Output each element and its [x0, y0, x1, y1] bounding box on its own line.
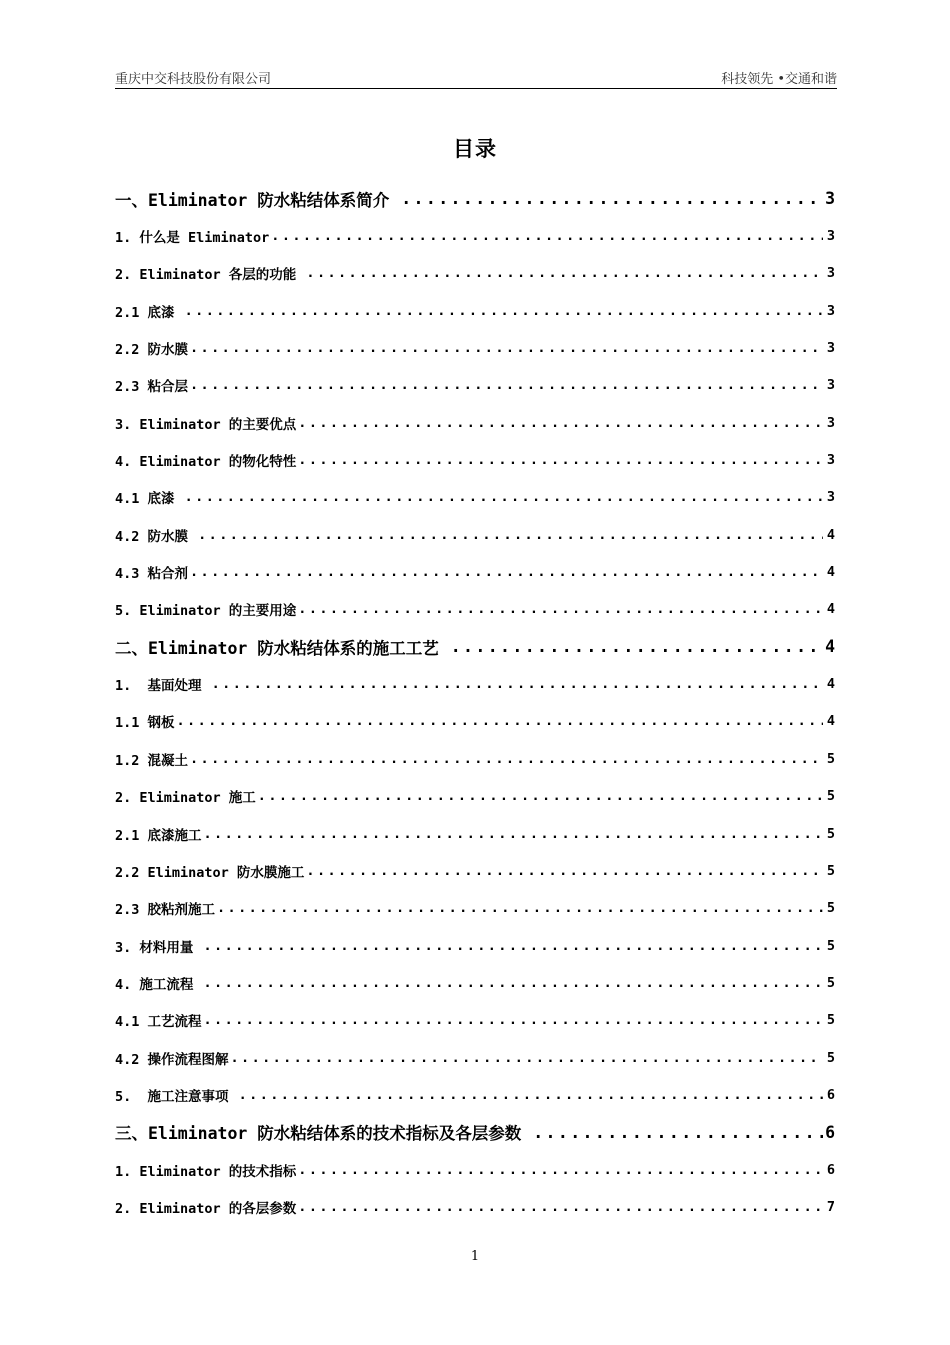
toc-entry[interactable]	[115, 1188, 835, 1225]
toc-entry-page: 3	[826, 377, 835, 394]
toc-entry[interactable]	[115, 404, 835, 441]
toc-entry[interactable]	[115, 665, 835, 702]
toc-entry-page: 3	[826, 302, 835, 319]
toc-entry-page: 3	[826, 265, 835, 282]
toc-leader-dots	[188, 340, 823, 356]
toc-leader-dots	[296, 1162, 823, 1178]
toc-entry[interactable]	[115, 740, 835, 777]
toc-leader-dots	[210, 676, 823, 692]
toc-leader-dots	[183, 489, 823, 505]
toc-entry-label: 5. 施工注意事项	[115, 1088, 237, 1105]
header-slogan: 科技领先 •交通和谐	[721, 72, 837, 87]
toc-entry-page: 3	[826, 340, 835, 357]
toc-entry[interactable]	[115, 441, 835, 478]
toc-entry[interactable]	[115, 890, 835, 927]
toc-entry-label: 5. Eliminator 的主要用途	[115, 603, 297, 620]
toc-entry-chapter[interactable]	[115, 180, 835, 217]
toc-leader-dots	[188, 751, 823, 767]
toc-entry-page: 5	[826, 1049, 835, 1066]
toc-leader-dots	[296, 452, 823, 468]
toc-leader-dots	[237, 1087, 823, 1103]
toc-entry-page: 4	[826, 713, 835, 730]
toc-leader-dots	[215, 900, 823, 916]
toc-leader-dots	[296, 415, 823, 431]
toc-entry-page: 4	[826, 601, 835, 618]
toc-entry-label: 2. Eliminator 各层的功能	[115, 267, 305, 284]
toc-entry-page: 5	[826, 974, 835, 991]
toc-entry-label: 2. Eliminator 的各层参数	[115, 1200, 297, 1217]
toc-entry-page: 6	[825, 1122, 835, 1142]
toc-leader-dots	[269, 228, 823, 244]
toc-entry-chapter[interactable]	[115, 628, 835, 665]
toc-entry-page: 5	[826, 825, 835, 842]
toc-entry[interactable]	[115, 1076, 835, 1113]
toc-leader-dots	[304, 265, 823, 281]
toc-entry-label: 4. Eliminator 的物化特性	[115, 454, 297, 471]
toc-entry-page: 4	[826, 676, 835, 693]
toc-entry-label: 4.2 操作流程图解	[115, 1051, 229, 1068]
toc-entry-label: 三、Eliminator 防水粘结体系的技术指标及各层参数	[115, 1124, 532, 1144]
toc-leader-dots	[399, 189, 823, 208]
toc-entry-page: 3	[826, 452, 835, 469]
toc-leader-dots	[196, 527, 823, 543]
toc-entry-page: 5	[826, 900, 835, 917]
toc-entry-label: 4.1 工艺流程	[115, 1014, 202, 1031]
company-name: 重庆中交科技股份有限公司	[115, 72, 272, 87]
toc-entry-page: 6	[826, 1161, 835, 1178]
toc-leader-dots	[188, 564, 823, 580]
toc-entry-page: 4	[826, 526, 835, 543]
toc-entry-label: 1.2 混凝土	[115, 752, 189, 769]
toc-leader-dots	[202, 975, 823, 991]
toc-leader-dots	[202, 938, 823, 954]
toc-entry[interactable]	[115, 778, 835, 815]
toc-entry-label: 3. Eliminator 的主要优点	[115, 416, 297, 433]
toc-entry-page: 3	[826, 228, 835, 245]
toc-title: 目录	[453, 136, 497, 161]
toc-entry[interactable]	[115, 217, 835, 254]
toc-entry-label: 2.2 防水膜	[115, 342, 189, 359]
toc-entry-label: 一、Eliminator 防水粘结体系简介	[115, 190, 400, 210]
toc-entry[interactable]	[115, 516, 835, 553]
toc-entry-label: 1. 什么是 Eliminator	[115, 230, 270, 247]
toc-entry-page: 3	[825, 189, 835, 209]
toc-entry-page: 7	[826, 1198, 835, 1215]
toc-entry-label: 2.1 底漆施工	[115, 827, 202, 844]
toc-entry[interactable]	[115, 329, 835, 366]
toc-leader-dots	[175, 713, 823, 729]
toc-entry-page: 5	[826, 750, 835, 767]
toc-leader-dots	[229, 1050, 823, 1066]
toc-entry-label: 2. Eliminator 施工	[115, 790, 256, 807]
toc-entry-label: 1. 基面处理	[115, 678, 210, 695]
toc-entry[interactable]	[115, 255, 835, 292]
toc-entry[interactable]	[115, 292, 835, 329]
toc-entry-chapter[interactable]	[115, 1114, 835, 1151]
toc-entry-label: 1.1 钢板	[115, 715, 175, 732]
toc-entry[interactable]	[115, 553, 835, 590]
toc-entry-label: 4.3 粘合剂	[115, 566, 189, 583]
toc-leader-dots	[256, 788, 823, 804]
page-header	[115, 66, 837, 89]
toc-entry[interactable]	[115, 703, 835, 740]
toc-entry-page: 5	[826, 862, 835, 879]
toc-entry-label: 1. Eliminator 的技术指标	[115, 1163, 297, 1180]
page-number: 1	[470, 1249, 480, 1264]
toc-entry-page: 3	[826, 489, 835, 506]
toc-leader-dots	[449, 637, 823, 656]
toc-entry-page: 4	[825, 637, 835, 657]
toc-entry-page: 3	[826, 414, 835, 431]
toc-entry-page: 6	[826, 1086, 835, 1103]
toc-entry[interactable]	[115, 927, 835, 964]
toc-entry-label: 3. 材料用量	[115, 939, 202, 956]
toc-entry[interactable]	[115, 815, 835, 852]
toc-entry[interactable]	[115, 1039, 835, 1076]
toc-leader-dots	[296, 1199, 823, 1215]
toc-entry-label: 2.3 胶粘剂施工	[115, 902, 216, 919]
toc-leader-dots	[202, 1012, 823, 1028]
toc-entry-label: 4. 施工流程	[115, 976, 202, 993]
toc-entry[interactable]	[115, 852, 835, 889]
toc-entry[interactable]	[115, 1151, 835, 1188]
toc-leader-dots	[183, 303, 823, 319]
toc-entry[interactable]	[115, 367, 835, 404]
toc-leader-dots	[188, 377, 823, 393]
toc-entry-label: 二、Eliminator 防水粘结体系的施工工艺	[115, 638, 449, 658]
toc-entry-page: 5	[826, 788, 835, 805]
toc-entry[interactable]	[115, 964, 835, 1001]
toc-entry[interactable]	[115, 1002, 835, 1039]
toc-entry-label: 4.2 防水膜	[115, 528, 197, 545]
toc-entry-page: 5	[826, 1012, 835, 1029]
toc-entry-label: 4.1 底漆	[115, 491, 183, 508]
toc-leader-dots	[304, 863, 823, 879]
toc-entry-page: 5	[826, 937, 835, 954]
table-of-contents	[115, 180, 835, 1226]
toc-entry[interactable]	[115, 479, 835, 516]
toc-entry-label: 2.1 底漆	[115, 304, 183, 321]
toc-entry[interactable]	[115, 591, 835, 628]
toc-leader-dots	[202, 826, 823, 842]
toc-leader-dots	[296, 601, 823, 617]
toc-entry-label: 2.3 粘合层	[115, 379, 189, 396]
toc-entry-label: 2.2 Eliminator 防水膜施工	[115, 864, 305, 881]
toc-entry-page: 4	[826, 564, 835, 581]
toc-leader-dots	[531, 1123, 823, 1142]
